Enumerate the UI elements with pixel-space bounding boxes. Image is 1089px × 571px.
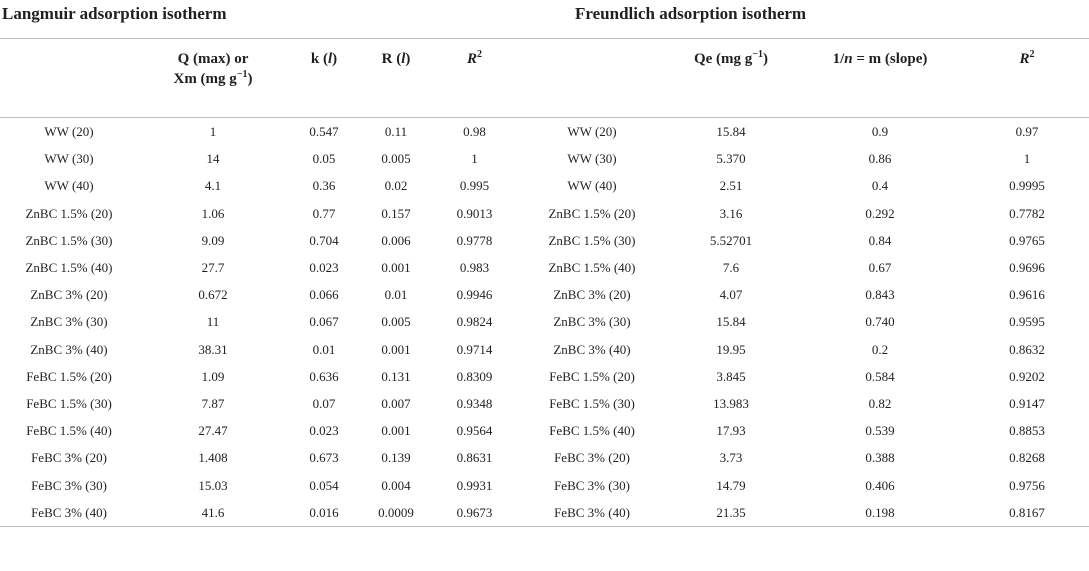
- cell-r2-freundlich: 0.9756: [1009, 477, 1045, 493]
- cell-qmax: 4.1: [204, 178, 222, 194]
- cell-qe: 15.84: [716, 124, 746, 140]
- cell-langmuir-sample: WW (30): [44, 151, 94, 167]
- cell-k: 0.636: [309, 368, 339, 384]
- cell-r2-langmuir: 1: [471, 151, 478, 167]
- cell-freundlich-sample: ZnBC 3% (20): [553, 287, 631, 303]
- cell-langmuir-sample: FeBC 1.5% (20): [26, 368, 112, 384]
- header-qmax: Q (max) or Xm (mg $g^{-1}$): [138, 39, 288, 118]
- header-qe: Qe (mg $g^{-1}$): [667, 39, 795, 118]
- cell-qe: 5.370: [716, 151, 746, 167]
- cell-qe: 14.79: [716, 477, 746, 493]
- cell-r2-freundlich: 0.8853: [1009, 423, 1045, 439]
- cell-r: 0.157: [381, 205, 411, 221]
- cell-r2-freundlich: 0.9765: [1009, 232, 1045, 248]
- cell-langmuir-sample: ZnBC 1.5% (20): [25, 205, 113, 221]
- cell-freundlich-sample: ZnBC 1.5% (20): [548, 205, 636, 221]
- cell-qmax: 14: [206, 151, 220, 167]
- cell-slope: 0.82: [868, 395, 892, 411]
- header-r2-freundlich: $R^2$: [965, 39, 1089, 118]
- cell-qmax: 15.03: [198, 477, 228, 493]
- table-row: [0, 227, 1089, 254]
- table-body: [0, 118, 1089, 527]
- cell-k: 0.023: [309, 260, 339, 276]
- cell-qmax: 9.09: [201, 232, 225, 248]
- cell-qe: 3.845: [716, 368, 746, 384]
- cell-langmuir-sample: ZnBC 3% (20): [30, 287, 108, 303]
- cell-k: 0.054: [309, 477, 339, 493]
- cell-qmax: 7.87: [201, 395, 225, 411]
- cell-qe: 7.6: [722, 260, 740, 276]
- header-r2-langmuir: $R^2$: [432, 39, 517, 118]
- cell-slope: 0.388: [865, 450, 895, 466]
- cell-freundlich-sample: FeBC 1.5% (20): [549, 368, 635, 384]
- cell-k: 0.07: [312, 395, 336, 411]
- table-row: [0, 417, 1089, 444]
- cell-r2-langmuir: 0.9824: [456, 314, 493, 330]
- cell-qe: 19.95: [716, 341, 746, 357]
- cell-qmax: 1.09: [201, 368, 225, 384]
- cell-r2-langmuir: 0.9946: [456, 287, 493, 303]
- cell-slope: 0.2: [871, 341, 889, 357]
- isotherm-table: [0, 39, 1089, 527]
- cell-r: 0.001: [381, 423, 411, 439]
- cell-freundlich-sample: ZnBC 3% (30): [553, 314, 631, 330]
- cell-r2-freundlich: 0.97: [1015, 124, 1039, 140]
- table-row: [0, 499, 1089, 527]
- cell-k: 0.36: [312, 178, 336, 194]
- cell-r2-langmuir: 0.995: [459, 178, 490, 194]
- cell-r: 0.01: [384, 287, 408, 303]
- cell-langmuir-sample: FeBC 3% (30): [31, 477, 107, 493]
- cell-qe: 4.07: [719, 287, 743, 303]
- cell-freundlich-sample: ZnBC 1.5% (30): [548, 232, 636, 248]
- cell-r: 0.02: [384, 178, 408, 194]
- cell-r2-langmuir: 0.9778: [456, 232, 493, 248]
- cell-r2-langmuir: 0.9564: [456, 423, 493, 439]
- cell-langmuir-sample: FeBC 1.5% (30): [26, 395, 112, 411]
- cell-langmuir-sample: WW (20): [44, 124, 94, 140]
- cell-qmax: 27.7: [201, 260, 225, 276]
- cell-freundlich-sample: FeBC 3% (20): [554, 450, 630, 466]
- table-row: [0, 444, 1089, 471]
- cell-qmax: 1.408: [198, 450, 228, 466]
- cell-langmuir-sample: FeBC 3% (20): [31, 450, 107, 466]
- cell-k: 0.704: [309, 232, 339, 248]
- cell-qmax: 0.672: [198, 287, 228, 303]
- cell-slope: 0.584: [865, 368, 895, 384]
- cell-slope: 0.67: [868, 260, 892, 276]
- header-r: R (l): [360, 39, 432, 118]
- cell-r: 0.001: [381, 341, 411, 357]
- cell-r2-langmuir: 0.8631: [456, 450, 493, 466]
- cell-k: 0.01: [312, 341, 336, 357]
- cell-freundlich-sample: FeBC 3% (40): [517, 499, 667, 527]
- cell-qmax: 27.47: [198, 423, 228, 439]
- cell-qe: 2.51: [719, 178, 743, 194]
- cell-k: 0.77: [312, 205, 336, 221]
- table-row: [0, 308, 1089, 335]
- cell-slope: 0.86: [868, 151, 892, 167]
- cell-langmuir-sample: FeBC 1.5% (40): [26, 423, 112, 439]
- cell-r2-langmuir: 0.9348: [456, 395, 493, 411]
- table-row: [0, 254, 1089, 281]
- cell-slope: 0.9: [871, 124, 889, 140]
- cell-k: 0.016: [288, 499, 360, 527]
- header-sample-freundlich: [517, 39, 667, 118]
- table-row: [0, 471, 1089, 498]
- cell-k: 0.023: [309, 423, 339, 439]
- cell-k: 0.066: [309, 287, 339, 303]
- cell-r2-langmuir: 0.983: [459, 260, 490, 276]
- cell-slope: 0.539: [865, 423, 895, 439]
- cell-freundlich-sample: WW (40): [567, 178, 617, 194]
- table-row: [0, 336, 1089, 363]
- cell-r: 0.006: [381, 232, 411, 248]
- cell-langmuir-sample: ZnBC 1.5% (40): [25, 260, 113, 276]
- cell-langmuir-sample: WW (40): [44, 178, 94, 194]
- table-row: [0, 200, 1089, 227]
- table-row: [0, 172, 1089, 199]
- cell-r: 0.005: [381, 314, 411, 330]
- column-header-row: [0, 39, 1089, 118]
- table-row: [0, 281, 1089, 308]
- header-slope: 1/n = m (slope): [795, 39, 965, 118]
- cell-qmax: 38.31: [198, 341, 228, 357]
- cell-qmax: 11: [206, 314, 220, 330]
- cell-r2-freundlich: 0.9147: [1009, 395, 1045, 411]
- cell-freundlich-sample: FeBC 1.5% (40): [549, 423, 635, 439]
- header-sample-langmuir: [0, 39, 138, 118]
- cell-freundlich-sample: FeBC 1.5% (30): [549, 395, 635, 411]
- cell-qe: 3.73: [719, 450, 743, 466]
- table-row: [0, 145, 1089, 172]
- cell-qe: 3.16: [719, 205, 743, 221]
- cell-r2-langmuir: 0.9673: [432, 499, 517, 527]
- cell-r2-freundlich: 0.9202: [1009, 368, 1045, 384]
- cell-langmuir-sample: FeBC 3% (40): [0, 499, 138, 527]
- group-header: [0, 0, 1089, 38]
- cell-r2-langmuir: 0.9013: [456, 205, 493, 221]
- cell-langmuir-sample: ZnBC 3% (30): [30, 314, 108, 330]
- cell-r2-freundlich: 0.8268: [1009, 450, 1045, 466]
- cell-qe: 13.983: [713, 395, 749, 411]
- cell-slope: 0.84: [868, 232, 892, 248]
- cell-r: 0.139: [381, 450, 411, 466]
- cell-r: 0.004: [381, 477, 411, 493]
- cell-k: 0.547: [309, 124, 339, 140]
- cell-r: 0.005: [381, 151, 411, 167]
- cell-freundlich-sample: WW (20): [567, 124, 617, 140]
- cell-qe: 5.52701: [709, 232, 753, 248]
- cell-k: 0.673: [309, 450, 339, 466]
- table-row: [0, 363, 1089, 390]
- cell-r: 0.001: [381, 260, 411, 276]
- cell-qe: 21.35: [667, 499, 795, 527]
- cell-r2-langmuir: 0.9931: [456, 477, 493, 493]
- cell-r2-freundlich: 0.8632: [1009, 341, 1045, 357]
- cell-qmax: 41.6: [138, 499, 288, 527]
- cell-r2-freundlich: 0.8167: [965, 499, 1089, 527]
- cell-qmax: 1.06: [201, 205, 225, 221]
- cell-langmuir-sample: ZnBC 1.5% (30): [25, 232, 113, 248]
- cell-qe: 15.84: [716, 314, 746, 330]
- cell-r: 0.131: [381, 368, 411, 384]
- table-row: [0, 118, 1089, 146]
- cell-r2-langmuir: 0.8309: [456, 368, 493, 384]
- cell-slope: 0.198: [795, 499, 965, 527]
- cell-r2-langmuir: 0.9714: [456, 341, 493, 357]
- cell-r: 0.0009: [360, 499, 432, 527]
- cell-slope: 0.406: [865, 477, 895, 493]
- cell-k: 0.05: [312, 151, 336, 167]
- cell-r2-langmuir: 0.98: [463, 124, 486, 140]
- cell-r2-freundlich: 0.9616: [1009, 287, 1045, 303]
- cell-freundlich-sample: ZnBC 3% (40): [553, 341, 631, 357]
- langmuir-group-title: Langmuir adsorption isotherm: [2, 4, 227, 23]
- cell-qe: 17.93: [716, 423, 746, 439]
- cell-r: 0.007: [381, 395, 411, 411]
- cell-slope: 0.4: [871, 178, 889, 194]
- cell-k: 0.067: [309, 314, 339, 330]
- freundlich-group-title: Freundlich adsorption isotherm: [575, 4, 807, 23]
- cell-freundlich-sample: WW (30): [567, 151, 617, 167]
- cell-r2-freundlich: 1: [1023, 151, 1031, 167]
- cell-r2-freundlich: 0.9696: [1009, 260, 1045, 276]
- header-k: k (l): [288, 39, 360, 118]
- cell-langmuir-sample: ZnBC 3% (40): [30, 341, 108, 357]
- cell-slope: 0.843: [865, 287, 895, 303]
- cell-freundlich-sample: ZnBC 1.5% (40): [548, 260, 636, 276]
- cell-r: 0.11: [384, 124, 408, 140]
- cell-r2-freundlich: 0.7782: [1009, 205, 1045, 221]
- cell-qmax: 1: [209, 124, 217, 140]
- table-row: [0, 390, 1089, 417]
- cell-freundlich-sample: FeBC 3% (30): [554, 477, 630, 493]
- cell-slope: 0.292: [865, 205, 895, 221]
- cell-slope: 0.740: [865, 314, 895, 330]
- cell-r2-freundlich: 0.9595: [1009, 314, 1045, 330]
- cell-r2-freundlich: 0.9995: [1009, 178, 1045, 194]
